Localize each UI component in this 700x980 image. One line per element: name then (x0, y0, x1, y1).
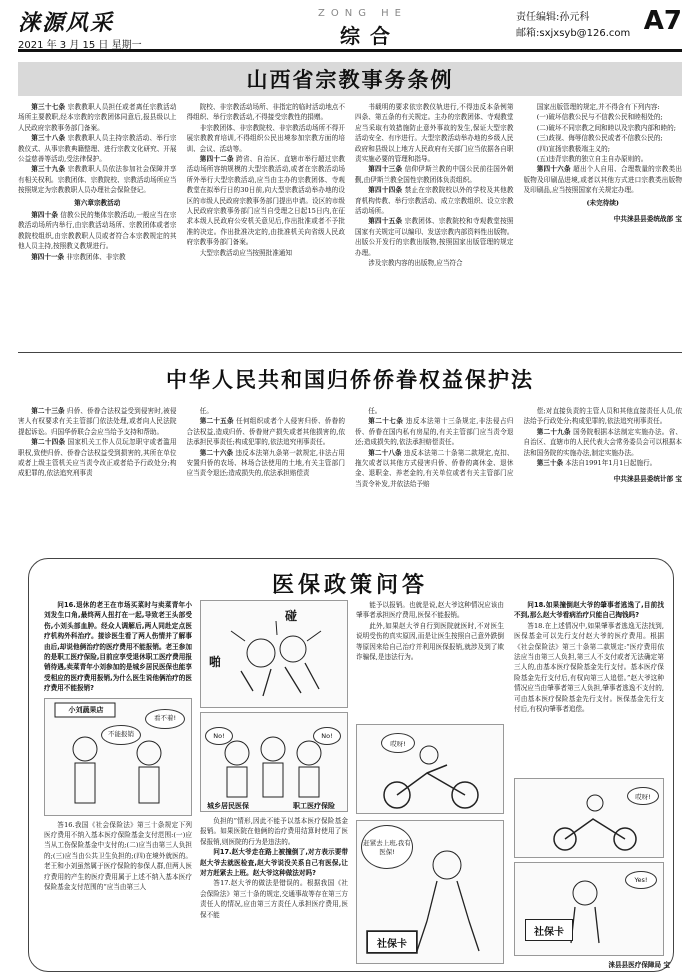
question-paragraph: 问16.退休的老王在市场买菜时与卖菜青年小刘发生口角,最终两人扭打在一起,导致老王头部受伤,小刘头部血肿。经众人调解后,两人同赴定点医疗机构外科治疗。接诊医生看了两人伤情并了解事由后,却说他俩治疗的医疗费用不能报销。老王参加的是职工医疗保险,目前应享受退休职工医疗费用报销待遇,卖菜青年小刘参加的是城乡居民医保也能享受相应的医疗费用报销,为什么医生说他俩治疗的医疗费用不能报销? (44, 601, 192, 693)
paragraph (524, 144, 683, 154)
yes-bubble: Yes! (625, 871, 657, 889)
article1-banner (18, 62, 682, 96)
paragraph (18, 164, 177, 195)
editor-name: 责任编辑:孙元科 (516, 12, 590, 23)
paragraph (356, 600, 504, 621)
paragraph-text: 涉及宗教内容的出版物,应当符合 (368, 259, 463, 268)
paragraph-text: (二)破坏不同宗教之间和睦以及宗教内部和睦的; (536, 123, 676, 132)
paragraph (44, 820, 192, 893)
paragraph-text: 院校、非宗教活动场所、非指定的临时活动地点不得组织、举行宗教活动,不得接受宗教性的捐赠。 (186, 103, 345, 122)
article1-column-2 (187, 102, 346, 342)
paragraph (355, 216, 514, 258)
masthead (18, 6, 682, 52)
article3-signature: 涞县县医疗保障局 宝 (608, 961, 670, 969)
article2-column-2 (187, 406, 346, 546)
paragraph (355, 448, 514, 490)
paragraph-text: 任。 (199, 407, 213, 415)
paragraph-text: 答17.赵大爷的做法是错误的。根据我国《社会保险法》第三十条的规定,交通事故等存在第三方责任人的情况,应由第三方责任人承担医疗费用,医保不能 (200, 879, 348, 919)
article-number: 第二十七条 (368, 417, 404, 426)
paragraph (355, 416, 514, 447)
article2-column-4 (524, 406, 683, 546)
article3-title: 医保政策问答 (271, 572, 428, 598)
paragraph (18, 437, 177, 479)
paragraph (187, 448, 346, 479)
section-pinyin: ZONG HE (318, 8, 407, 19)
paragraph-text: 答16.我国《社会保险法》第三十条规定下列医疗费用不纳入基本医疗保险基金支付范围:(一)应当从工伤保险基金中支付的;(二)应当由第三人负担的;(三)应当由公共卫生负担的;(四)在境外就医的。老王和小刘虽然属于医疗保险的参保人群,但两人医疗费用的产生的医疗费用属于上述不纳入基本医疗保险基金支付范围的“应当由第三人 (44, 820, 192, 892)
cartoon-fight (200, 600, 348, 708)
article-number: 第四十五条 (368, 217, 403, 226)
paragraph (524, 112, 683, 122)
social-card-sign-2: 社保卡 (525, 919, 573, 941)
paragraph-text: 信教公民的集体宗教活动,一般应当在宗教活动场所内举行,由宗教活动场所、宗教团体或者宗教院校组织,由宗教教职人员或者符合本宗教规定的其他人员主持,按照教义教规进行。 (18, 211, 177, 251)
paragraph (524, 427, 683, 458)
article2-body (18, 406, 682, 546)
social-card-sign-1: 社保卡 (367, 931, 417, 953)
qa-left-column (44, 600, 192, 964)
paragraph-text: 宗教教职人员主持宗教活动、举行宗教仪式、从事宗教典籍整理、进行宗教文化研究、开展公益慈善等活动,受法律保护。 (18, 134, 177, 164)
article-number: 第二十三条 (31, 407, 65, 415)
paragraph (355, 102, 514, 164)
paragraph-text: 禁止在宗教院校以外的学校及其他教育机构传教、举行宗教活动、成立宗教组织、设立宗教活动场所。 (355, 186, 514, 216)
article-number: 第二十四条 (31, 438, 66, 447)
paragraph (524, 164, 683, 195)
article-number: 第三十条 (536, 459, 564, 468)
cartoon-yes (514, 862, 664, 956)
label-employee-insurance: 职工医疗保险 (293, 802, 335, 810)
paragraph-text: 大型宗教活动应当按照批准通知 (199, 248, 292, 257)
motorbike-illustration (357, 725, 505, 815)
article-number: 第二十五条 (199, 417, 234, 426)
paragraph-text: 此外,如果赵大爷自行到医院就医时,不对医生说明受伤的真实原因,而是让医生按照自己意外跌倒等原因来给自己治疗并利用医保报销,就涉及到了欺诈骗保,是违法行为。 (356, 621, 504, 662)
article1-signature: 中共涞县县委统战部 宝 (613, 215, 682, 224)
article2-signature: 中共涞县县委统计部 宝 (613, 475, 682, 484)
paragraph (355, 185, 514, 216)
cartoon-vegetable-shop (44, 698, 192, 816)
ouch-bubble: 哎呀! (381, 733, 415, 753)
paragraph-text: 信仰伊斯兰教的中国公民前往国外朝觐,由伊斯兰教全国性宗教团体负责组织。 (355, 165, 514, 184)
paragraph-text: 宗教教职人员担任或者离任宗教活动场所主要教职,经本宗教的宗教团体同意后,报县级以上人民政府宗教事务部门备案。 (18, 103, 177, 132)
paragraph-text: 偿;对直接负责的主管人员和其他直接责任人员,依法给予行政处分;构成犯罪的,依法追究刑事责任。 (523, 407, 682, 426)
article2-column-3 (355, 406, 514, 546)
editor-email: 邮箱:sxjxsyb@126.com (516, 28, 631, 39)
article1-title: 山西省宗教事务条例 (246, 67, 454, 92)
article-number: 第四十四条 (368, 186, 403, 195)
shop-sign: 小刘蔬果店 (68, 705, 104, 714)
cartoon-motorbike (356, 724, 504, 814)
paragraph (355, 406, 514, 416)
paragraph-text: 宗教教职人员依法参加社会保障并享有相关权利。宗教团体、宗教院校、宗教活动场所应当按照规定为宗教教职人员办理社会保险登记。 (18, 165, 177, 195)
article2-column-1 (18, 406, 177, 546)
paragraph (524, 154, 683, 164)
paragraph-text: 答18.在上述情况中,如果肇事者逃逸无法找到,医保基金可以先行支付赵大爷的医疗费用。根据《社会保险法》第三十条第二款规定:“医疗费用依法应当由第三人负担,第三人不支付或者无法确定第三人的,由基本医疗保险基金先行支付。基本医疗保险基金先行支付后,有权向第三人追偿。”赵大爷这种情况应当由肇事者第三人负担,肇事者逃逸不支付的,可由基本医疗保险基金先行支付。医保基金先行支付后,有权向肇事者追偿。 (514, 621, 664, 714)
paragraph-text: 非宗教团体、非宗教 (66, 252, 126, 261)
fight-illustration (201, 601, 349, 709)
question-paragraph: 问18.如果撞倒赵大爷的肇事者逃逸了,目前找不到,那么赵大爷看病治疗只能自己掏钱吗? (514, 601, 664, 620)
article2-banner (18, 362, 682, 396)
paragraph (514, 621, 664, 715)
article-number: 第三十七条 (31, 103, 66, 111)
paragraph-text: 负担的”情形,因此不能予以基本医疗保险基金报销。如果医院在他俩的治疗费用结算时使用了医保报销,则医院的行为是违法的。 (200, 817, 348, 846)
paragraph (18, 406, 177, 437)
article-number: 第二十八条 (368, 448, 402, 457)
cartoon-escape (514, 778, 664, 858)
sub-heading: 第六章宗教活动 (74, 198, 121, 207)
paragraph-text: 超出个人自用、合理数量的宗教类出版物及印刷品进境,或者以其他方式进口宗教类出版物及印刷品,应当按照国家有关规定办理。 (523, 165, 682, 195)
section-title: 综合 (340, 24, 400, 48)
paragraph-text: 违反本法第九条第一款规定,非法占用安置归侨的农场、林场合法使用的土地,有关主管部门应当责令退还;造成损失的,依法承担赔偿责 (186, 448, 345, 478)
article-number: 第四十条 (31, 211, 59, 220)
brand-title: 涞源风采 (18, 10, 115, 36)
paragraph-text: 跨省、自治区、直辖市举行超过宗教活动场所容纳规模的大型宗教活动,或者在宗教活动场所外举行大型宗教活动,应当由主办的宗教团体、寺观教堂在拟举行日的30日前,向大型宗教活动举办地的设区的市级人民政府宗教事务部门提出申请。设区的市级人民政府宗教事务部门应当自受理之日起15日内,在征求本级人民政府公安机关意见后,作出批准或者不予批准的决定。作出批准决定的,由批准机关向省级人民政府宗教事务部门备案。 (186, 155, 345, 247)
paragraph (187, 416, 346, 447)
paragraph (355, 258, 514, 268)
no-bubble-2: No! (205, 727, 233, 745)
paragraph-text: 非宗教团体、非宗教院校、非宗教活动场所不得开展宗教教育培训,不得组织公民出境参加宗教方面的培训、会议、活动等。 (186, 123, 345, 153)
paragraph-text: (五)违背宗教的独立自主自办原则的。 (536, 155, 648, 164)
paragraph (18, 133, 177, 164)
paragraph-text: 国务院根据本法制定实施办法。省、自治区、直辖市的人民代表大会常务委员会可以根据本法和国务院的实施办法,制定实施办法。 (523, 427, 682, 457)
editor-info (516, 10, 630, 42)
issue-date: 2021 年 3 月 15 日 星期一 (18, 40, 142, 51)
paragraph-text: 国家机关工作人员玩忽职守或者滥用职权,致使归侨、侨眷合法权益受到损害的,其所在单位或者上级主管机关应当责令改正或者给予行政处分;构成犯罪的,依法追究刑事责 (18, 438, 177, 478)
label-resident-insurance: 城乡居民医保 (207, 802, 249, 810)
qa-right-top-column (356, 600, 504, 710)
article-number: 第三十八条 (31, 134, 66, 143)
paragraph (524, 458, 683, 468)
ouch-bubble-2: 哎呀! (627, 787, 659, 805)
sound-effect-bang: 碰 (285, 609, 298, 623)
article-number: 第四十三条 (368, 165, 403, 174)
article-number: 第四十二条 (199, 155, 234, 164)
paragraph-text: 能予以报销。也就是说,赵大爷这种情况应该由肇事者承担医疗费用,医保不能报销。 (356, 601, 504, 620)
paragraph (200, 816, 348, 847)
paragraph-text: 任。 (368, 407, 382, 415)
cannot-reimburse-bubble: 不能报销 (101, 725, 141, 745)
paragraph (200, 878, 348, 920)
paragraph-text: 归侨、侨眷合法权益受到侵害时,被侵害人有权要求有关主管部门依法处理,或者向人民法院提起诉讼。归国华侨联合会应当给予支持和帮助。 (18, 407, 177, 436)
sub-heading: (未完待续) (586, 198, 620, 207)
divider (18, 352, 682, 353)
paragraph-text: 违反本法第十三条规定,非法侵占归侨、侨眷在国内私有房屋的,有关主管部门应当责令退还;造成损失的,依法承担赔偿责任。 (355, 417, 514, 447)
paragraph-text: 任何组织或者个人侵害归侨、侨眷的合法权益,造成归侨、侨眷财产损失或者其他损害的,依法承担民事责任;构成犯罪的,依法追究刑事责任。 (186, 417, 345, 447)
paragraph (187, 123, 346, 154)
page-number: A7 (643, 6, 682, 36)
paragraph-text: (四)宣扬宗教极端主义的; (536, 144, 610, 153)
qa-mid-column (200, 816, 348, 964)
article-number: 第二十九条 (536, 427, 571, 436)
question-paragraph: 问17.赵大爷走在路上被撞倒了,对方表示要带赵大爷去就医检查,赵大爷说没关系自己有医保,让对方赶紧去上班。赵大爷这种做法对吗? (200, 848, 348, 878)
paragraph (18, 210, 177, 252)
paragraph (524, 406, 683, 427)
paragraph (18, 102, 177, 133)
paragraph-text: (三)歧视、侮辱信教公民或者不信教公民的; (536, 134, 663, 143)
paragraph-text: 本法自1991年1月1日起施行。 (565, 459, 657, 468)
paragraph (187, 248, 346, 258)
paragraph-text: 宗教团体、宗教院校和寺观教堂按照国家有关规定可以编印、发送宗教内部资料性出版物。出版公开发行的宗教出版物,按照国家出版管理的规定办理。 (355, 217, 514, 257)
article1-body (18, 102, 682, 342)
paragraph (187, 406, 346, 416)
article-number: 第三十九条 (31, 165, 66, 174)
article2-title: 中华人民共和国归侨侨眷权益保护法 (166, 367, 534, 392)
paragraph-text: 书载明的要求依宗教仪轨进行,不得违反本条例第四条、第五条的有关规定。主办的宗教团体、寺观教堂应当采取有效措施防止意外事故的发生,保证大型宗教活动安全、有序进行。大型宗教活动举办地的乡级人民政府和县级以上地方人民政府有关部门应当依据各自职责实施必要的管理和指导。 (355, 103, 514, 164)
qa-far-right-column (514, 600, 664, 772)
cannot-afford-bubble: 看不着! (145, 709, 185, 729)
sound-effect-pa: 啪 (209, 655, 222, 669)
article1-column-4 (524, 102, 683, 342)
paragraph (524, 123, 683, 133)
article1-column-3 (355, 102, 514, 342)
article-number: 第二十六条 (199, 448, 234, 457)
cartoon-clinic (200, 712, 348, 812)
paragraph (355, 164, 514, 185)
no-bubble-1: No! (313, 727, 341, 745)
go-to-work-bubble: 赶紧去上班,我有医保! (361, 825, 413, 869)
paragraph-text: 违反本法第二十条第二款规定,克扣、拖欠或者以其他方式侵害归侨、侨眷的离休金、退休金、退职金、养老金的,有关单位或者有关主管部门应当责令补发,并依法给予赔 (355, 448, 514, 488)
paragraph (187, 102, 346, 123)
paragraph-text: (一)破坏信教公民与不信教公民和睦相处的; (536, 113, 663, 122)
paragraph (524, 102, 683, 112)
article1-column-1 (18, 102, 177, 342)
paragraph (356, 621, 504, 663)
paragraph (18, 252, 177, 262)
cartoon-fallen (356, 820, 504, 964)
paragraph-text: 国家出版管理的规定,并不得含有下列内容: (536, 103, 660, 111)
paragraph (187, 154, 346, 248)
paragraph (524, 133, 683, 143)
article-number: 第四十六条 (536, 165, 571, 174)
article-number: 第四十一条 (31, 252, 65, 261)
